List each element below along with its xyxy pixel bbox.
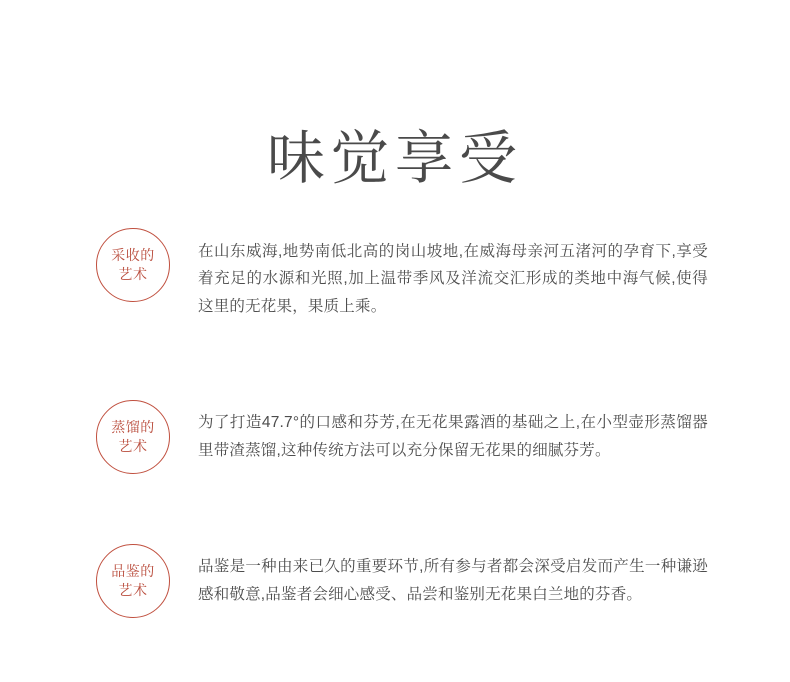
section-list [0, 222, 790, 682]
badge-art-distillation [96, 400, 170, 474]
page-title: 味觉享受 [266, 123, 523, 192]
badge-label-line2: 艺术 [118, 437, 148, 454]
badge-label-line2: 艺术 [118, 581, 148, 598]
list-item [0, 538, 790, 624]
badge-art-harvest [96, 228, 170, 302]
list-item [0, 394, 790, 480]
badge-label-line1: 采收的 [111, 247, 155, 264]
list-item [0, 222, 790, 336]
badge-label-line1: 品鉴的 [111, 563, 155, 579]
section-body-text: 为了打造47.7°的口感和芬芳,在无花果露酒的基础之上,在小型壶形蒸馏器里带渣蒸馏,这种传统方法可以充分保留无花果的细腻芬芳。 [198, 414, 708, 459]
section-body-text: 在山东威海,地势南低北高的岗山坡地,在威海母亲河五渚河的孕育下,享受着充足的水源和光照,加上温带季风及洋流交汇形成的类地中海气候,使得这里的无花果，果质上乘。 [198, 242, 708, 315]
badge-label-line2: 艺术 [118, 266, 148, 282]
section-body-text: 品鉴是一种由来已久的重要环节,所有参与者都会深受启发而产生一种谦逊感和敬意,品鉴者会细心感受、品尝和鉴别无花果白兰地的芬香。 [198, 558, 708, 603]
badge-art-tasting [96, 544, 170, 618]
badge-label-line1: 蒸馏的 [111, 418, 155, 435]
